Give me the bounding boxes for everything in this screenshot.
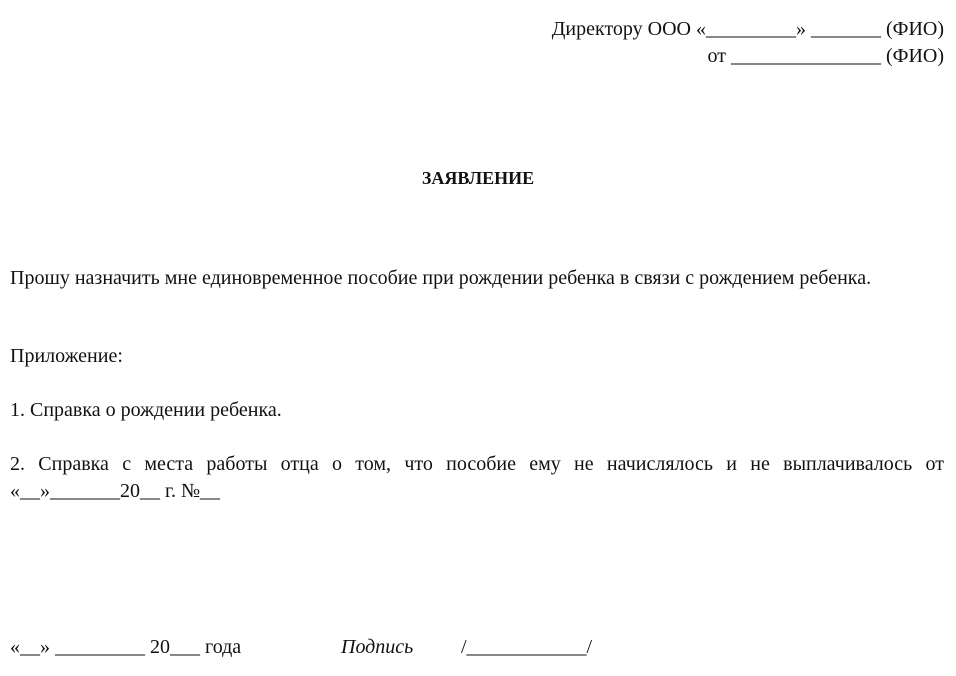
attachment-item-2: 2. Справка с места работы отца о том, что пособие ему не начислялось и не выплачивалось от «__»_______20__ г. №__ — [10, 453, 944, 502]
addressee-from-line: от _______________ (ФИО) — [707, 45, 944, 67]
attachments-label: Приложение: — [10, 345, 123, 367]
signature-date: «__» _________ 20___ года — [10, 636, 242, 658]
signature-label: Подпись — [341, 636, 414, 658]
addressee-block — [552, 16, 944, 70]
signature-line: /____________/ — [461, 636, 593, 658]
attachment-item-1: 1. Справка о рождении ребенка. — [10, 399, 282, 421]
addressee-director-line: Директору ООО «_________» _______ (ФИО) — [551, 18, 944, 40]
document-title: ЗАЯВЛЕНИЕ — [421, 168, 535, 188]
request-paragraph: Прошу назначить мне единовременное пособие при рождении ребенка в связи с рождением ребенка. — [10, 267, 872, 289]
